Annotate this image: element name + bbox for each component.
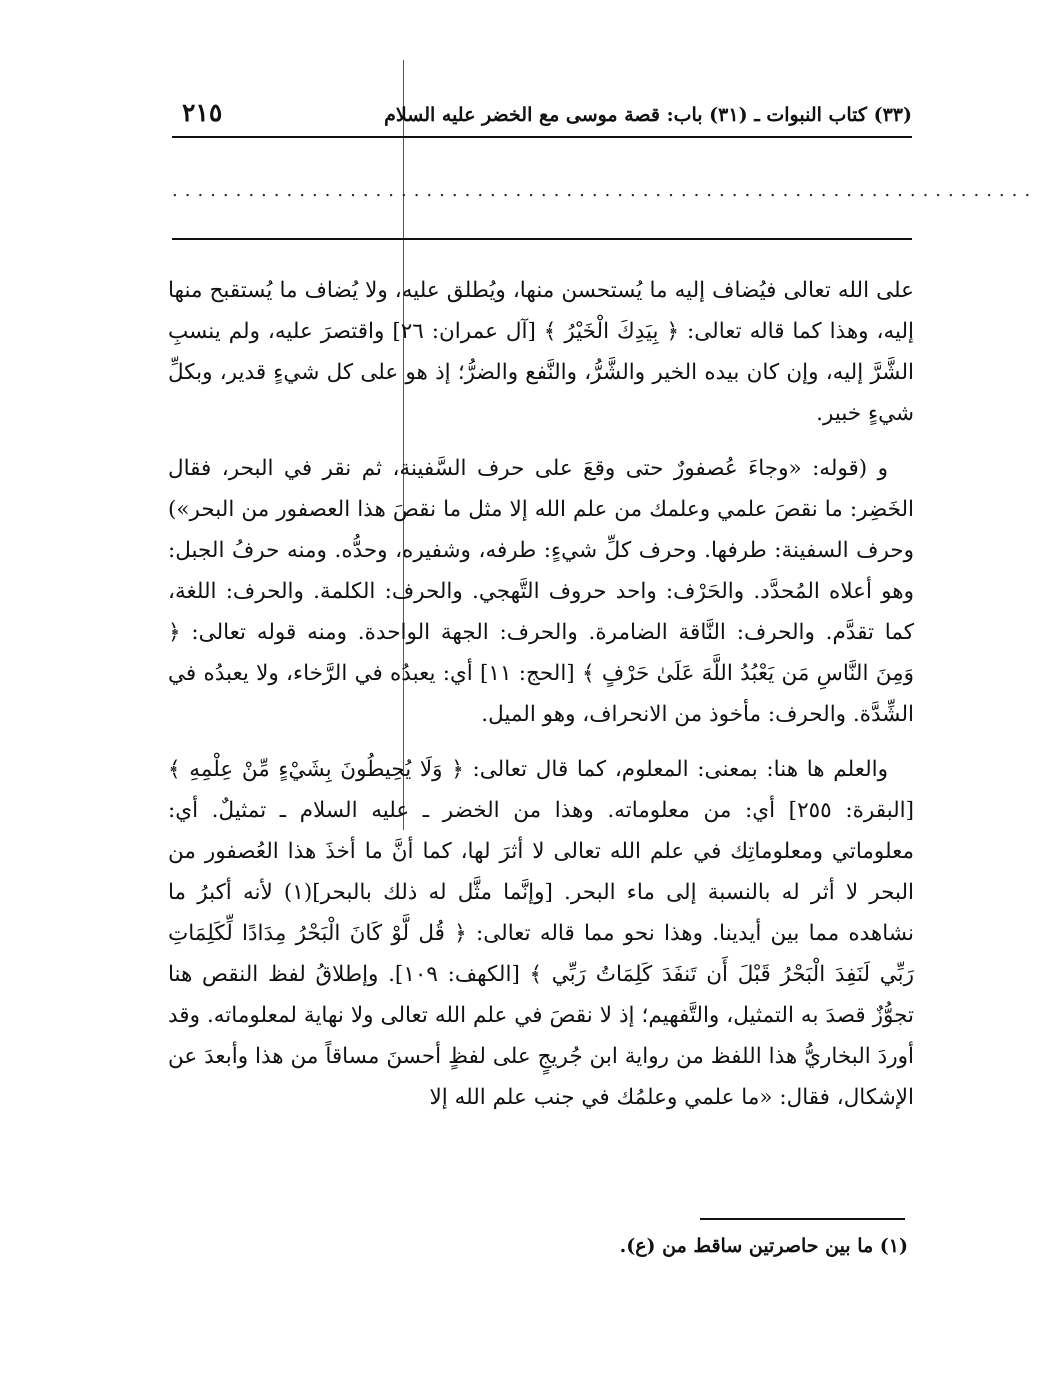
ellipsis-separator: .................................................................... [172,180,1037,201]
running-head: (٣٣) كتاب النبوات ـ (٣١) باب: قصة موسى مع الخضر عليه السلام [384,104,912,126]
main-text [168,270,914,1132]
paragraph-2: و (قوله: «وجاءَ عُصفورٌ حتى وقعَ على حرف السَّفينة، ثم نقر في البحر، فقال الخَضِر: ما نقصَ علمي وعلمك من علم الله إلا مثل ما نقصَ هذا العصفور من البحر») وحرف السفينة: طرفها. وحرف كلِّ شيءٍ: طرفه، وشفيره، وحدُّه. ومنه حرفُ الجبل: وهو أعلاه المُحدَّد. والحَرْف: واحد حروف التَّهجي. والحرف: الكلمة. والحرف: اللغة، كما تقدَّم. والحرف: النَّاقة الضامرة. والحرف: الجهة الواحدة. ومنه قوله تعالى: ﴿ وَمِنَ النَّاسِ مَن يَعْبُدُ اللَّهَ عَلَىٰ حَرْفٍ ﴾ [الحج: ١١] أي: يعبدُه في الرَّخاء، ولا يعبدُه في الشِّدَّة. والحرف: مأخوذ من الانحراف، وهو الميل. [168,456,914,727]
footnote: (١) ما بين حاصرتين ساقط من (ع). [619,1235,908,1257]
page-header [172,98,912,138]
section-rule [172,238,912,240]
paragraph-1: على الله تعالى فيُضاف إليه ما يُستحسن منها، ويُطلق عليه، ولا يُضاف ما يُستقبح منها إليه، وهذا كما قاله تعالى: ﴿ بِيَدِكَ الْخَيْرُ ﴾ [آل عمران: ٢٦] واقتصرَ عليه، ولم ينسبِ الشَّرَّ إليه، وإن كان بيده الخير والشَّرُّ، والنَّفع والضرُّ؛ إذ هو على كل شيءٍ قدير، وبكلِّ شيءٍ خبير. [168,278,914,426]
page-number: ٢١٥ [182,98,223,127]
footnote-rule [700,1218,905,1220]
header-rule [172,136,912,138]
paragraph-3: والعلم ها هنا: بمعنى: المعلوم، كما قال تعالى: ﴿ وَلَا يُحِيطُونَ بِشَيْءٍ مِّنْ عِلْمِهِ ﴾ [البقرة: ٢٥٥] أي: من معلوماته. وهذا من الخضر ـ عليه السلام ـ تمثيلٌ. أي: معلوماتي ومعلوماتِك في علم الله تعالى لا أثرَ لها، كما أنَّ ما أخذَ هذا العُصفور من البحر لا أثر له بالنسبة إلى ماء البحر. [وإنَّما مثَّل له ذلك بالبحر](١) لأنه أكبرُ ما نشاهده مما بين أيدينا. وهذا نحو مما قاله تعالى: ﴿ قُل لَّوْ كَانَ الْبَحْرُ مِدَادًا لِّكَلِمَاتِ رَبِّي لَنَفِدَ الْبَحْرُ قَبْلَ أَن تَنفَدَ كَلِمَاتُ رَبِّي ﴾ [الكهف: ١٠٩]. وإطلاقُ لفظ النقص هنا تجوُّزٌ قصدَ به التمثيل، والتَّفهيم؛ إذ لا نقصَ في علم الله تعالى ولا نهاية لمعلوماته. وقد أوردَ البخاريُّ هذا اللفظ من رواية ابن جُريجٍ على لفظٍ أحسنَ مساقاً من هذا وأبعدَ عن الإشكال، فقال: «ما علمي وعلمُك في جنب علم الله إلا [168,757,915,1110]
